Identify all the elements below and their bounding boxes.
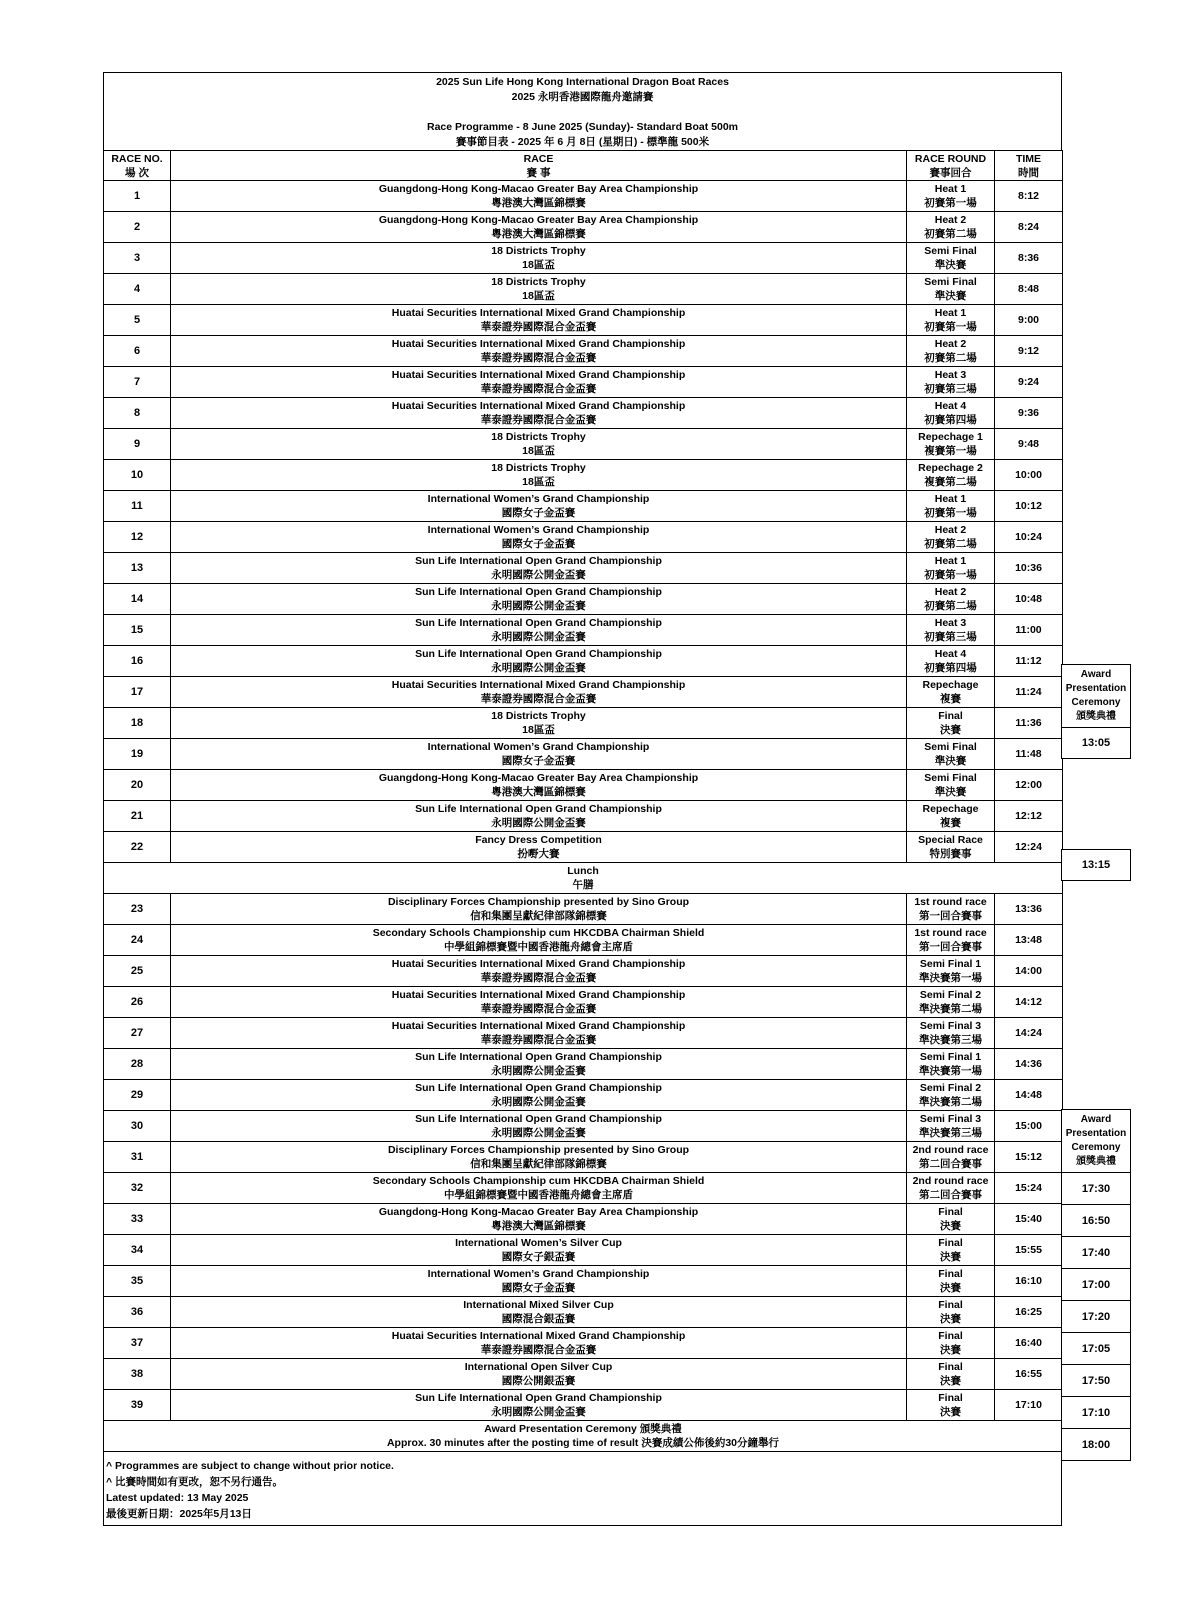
race-round: Semi Final 2 準決賽第二場 bbox=[907, 1080, 995, 1111]
table-row bbox=[104, 832, 1063, 863]
race-number: 31 bbox=[104, 1142, 171, 1173]
race-time: 12:24 bbox=[995, 832, 1063, 863]
award-label-pm: Award Presentation Ceremony 頒獎典禮 bbox=[1061, 1109, 1131, 1173]
award-time: 13:05 bbox=[1061, 727, 1131, 759]
race-time: 16:55 bbox=[995, 1359, 1063, 1390]
race-round: Heat 2 初賽第二場 bbox=[907, 336, 995, 367]
table-row bbox=[104, 1142, 1063, 1173]
table-row bbox=[104, 894, 1063, 925]
race-number: 24 bbox=[104, 925, 171, 956]
race-number: 17 bbox=[104, 677, 171, 708]
race-round: Heat 3 初賽第三場 bbox=[907, 367, 995, 398]
table-row bbox=[104, 1111, 1063, 1142]
race-time: 9:24 bbox=[995, 367, 1063, 398]
award-label-am: Award Presentation Ceremony 頒獎典禮 bbox=[1061, 664, 1131, 728]
race-time: 15:00 bbox=[995, 1111, 1063, 1142]
race-name: Sun Life International Open Grand Championship 永明國際公開金盃賽 bbox=[171, 1111, 907, 1142]
race-time: 11:00 bbox=[995, 615, 1063, 646]
race-time: 10:24 bbox=[995, 522, 1063, 553]
race-round: Special Race 特別賽事 bbox=[907, 832, 995, 863]
table-row bbox=[104, 460, 1063, 491]
table-row bbox=[104, 801, 1063, 832]
race-round: Semi Final 準決賽 bbox=[907, 739, 995, 770]
race-name: Sun Life International Open Grand Championship 永明國際公開金盃賽 bbox=[171, 1390, 907, 1421]
race-time: 16:10 bbox=[995, 1266, 1063, 1297]
race-number: 1 bbox=[104, 181, 171, 212]
award-time: 17:50 bbox=[1061, 1364, 1131, 1397]
race-time: 12:12 bbox=[995, 801, 1063, 832]
table-row bbox=[104, 1390, 1063, 1421]
table-row bbox=[104, 491, 1063, 522]
table-row bbox=[104, 677, 1063, 708]
race-round: Heat 1 初賽第一場 bbox=[907, 553, 995, 584]
race-round: 2nd round race 第二回合賽事 bbox=[907, 1173, 995, 1204]
race-round: Semi Final 準決賽 bbox=[907, 770, 995, 801]
table-row bbox=[104, 615, 1063, 646]
award-time: 13:15 bbox=[1061, 849, 1131, 881]
race-name: Guangdong-Hong Kong-Macao Greater Bay Area Championship 粵港澳大灣區錦標賽 bbox=[171, 770, 907, 801]
award-time: 17:10 bbox=[1061, 1396, 1131, 1429]
race-time: 15:12 bbox=[995, 1142, 1063, 1173]
race-name: Huatai Securities International Mixed Grand Championship 華泰證券國際混合金盃賽 bbox=[171, 677, 907, 708]
race-number: 27 bbox=[104, 1018, 171, 1049]
race-number: 39 bbox=[104, 1390, 171, 1421]
race-time: 8:48 bbox=[995, 274, 1063, 305]
table-row bbox=[104, 1235, 1063, 1266]
table-row bbox=[104, 770, 1063, 801]
table-row bbox=[104, 1173, 1063, 1204]
race-time: 10:00 bbox=[995, 460, 1063, 491]
table-row bbox=[104, 584, 1063, 615]
award-time: 18:00 bbox=[1061, 1428, 1131, 1461]
table-row bbox=[104, 181, 1063, 212]
race-name: Fancy Dress Competition 扮嘢大賽 bbox=[171, 832, 907, 863]
race-name: Sun Life International Open Grand Championship 永明國際公開金盃賽 bbox=[171, 615, 907, 646]
race-time: 8:36 bbox=[995, 243, 1063, 274]
race-name: Disciplinary Forces Championship presented by Sino Group 信和集團呈獻紀律部隊錦標賽 bbox=[171, 894, 907, 925]
race-time: 14:36 bbox=[995, 1049, 1063, 1080]
race-round: Heat 3 初賽第三場 bbox=[907, 615, 995, 646]
race-time: 9:12 bbox=[995, 336, 1063, 367]
race-time: 15:24 bbox=[995, 1173, 1063, 1204]
footnote-line: Latest updated: 13 May 2025 bbox=[106, 1492, 249, 1504]
programme-subtitle-zh: 賽事節目表 - 2025 年 6 月 8日 (星期日) - 標準龍 500米 bbox=[455, 136, 710, 148]
race-programme-sheet bbox=[103, 72, 1062, 1526]
race-name: International Women’s Grand Championship 國際女子金盃賽 bbox=[171, 491, 907, 522]
race-time: 16:25 bbox=[995, 1297, 1063, 1328]
race-name: 18 Districts Trophy 18區盃 bbox=[171, 708, 907, 739]
race-name: 18 Districts Trophy 18區盃 bbox=[171, 460, 907, 491]
race-round: Repechage 2 複賽第二場 bbox=[907, 460, 995, 491]
race-round: Semi Final 3 準決賽第三場 bbox=[907, 1111, 995, 1142]
race-round: Repechage 複賽 bbox=[907, 801, 995, 832]
race-round: Semi Final 準決賽 bbox=[907, 274, 995, 305]
award-time: 16:50 bbox=[1061, 1204, 1131, 1237]
race-name: International Women’s Silver Cup 國際女子銀盃賽 bbox=[171, 1235, 907, 1266]
race-number: 13 bbox=[104, 553, 171, 584]
footnote-line: ^ Programmes are subject to change without prior notice. bbox=[106, 1460, 394, 1472]
event-title-zh: 2025 永明香港國際龍舟邀請賽 bbox=[511, 91, 654, 103]
col-header-race-no: RACE NO. 場 次 bbox=[104, 151, 171, 181]
race-time: 12:00 bbox=[995, 770, 1063, 801]
ceremony-footer-row bbox=[104, 1421, 1063, 1452]
race-time: 10:12 bbox=[995, 491, 1063, 522]
lunch-row bbox=[104, 863, 1063, 894]
race-round: Heat 2 初賽第二場 bbox=[907, 584, 995, 615]
race-number: 35 bbox=[104, 1266, 171, 1297]
race-round: Semi Final 1 準決賽第一場 bbox=[907, 1049, 995, 1080]
award-time: 17:00 bbox=[1061, 1268, 1131, 1301]
event-title-en: 2025 Sun Life Hong Kong International Dragon Boat Races bbox=[436, 76, 729, 88]
award-time: 17:40 bbox=[1061, 1236, 1131, 1269]
race-name: Huatai Securities International Mixed Grand Championship 華泰證券國際混合金盃賽 bbox=[171, 305, 907, 336]
race-name: Huatai Securities International Mixed Grand Championship 華泰證券國際混合金盃賽 bbox=[171, 336, 907, 367]
race-number: 7 bbox=[104, 367, 171, 398]
col-header-race: RACE 賽 事 bbox=[171, 151, 907, 181]
race-time: 13:36 bbox=[995, 894, 1063, 925]
table-row bbox=[104, 987, 1063, 1018]
race-round: Heat 1 初賽第一場 bbox=[907, 181, 995, 212]
race-time: 13:48 bbox=[995, 925, 1063, 956]
race-time: 14:24 bbox=[995, 1018, 1063, 1049]
race-name: Huatai Securities International Mixed Grand Championship 華泰證券國際混合金盃賽 bbox=[171, 367, 907, 398]
race-round: 1st round race 第一回合賽事 bbox=[907, 894, 995, 925]
col-header-round: RACE ROUND 賽事回合 bbox=[907, 151, 995, 181]
race-time: 11:48 bbox=[995, 739, 1063, 770]
table-row bbox=[104, 708, 1063, 739]
race-number: 37 bbox=[104, 1328, 171, 1359]
race-number: 4 bbox=[104, 274, 171, 305]
race-round: Semi Final 準決賽 bbox=[907, 243, 995, 274]
race-round: Repechage 複賽 bbox=[907, 677, 995, 708]
race-round: Semi Final 1 準決賽第一場 bbox=[907, 956, 995, 987]
race-time: 11:36 bbox=[995, 708, 1063, 739]
programme-subtitle-en: Race Programme - 8 June 2025 (Sunday)- Standard Boat 500m bbox=[426, 121, 739, 133]
race-number: 30 bbox=[104, 1111, 171, 1142]
race-round: Heat 4 初賽第四場 bbox=[907, 646, 995, 677]
race-name: International Women’s Grand Championship 國際女子金盃賽 bbox=[171, 522, 907, 553]
race-number: 33 bbox=[104, 1204, 171, 1235]
race-name: Guangdong-Hong Kong-Macao Greater Bay Area Championship 粵港澳大灣區錦標賽 bbox=[171, 1204, 907, 1235]
race-number: 5 bbox=[104, 305, 171, 336]
table-row bbox=[104, 367, 1063, 398]
race-round: Final 決賽 bbox=[907, 1204, 995, 1235]
race-number: 21 bbox=[104, 801, 171, 832]
race-name: Sun Life International Open Grand Championship 永明國際公開金盃賽 bbox=[171, 801, 907, 832]
table-row bbox=[104, 739, 1063, 770]
race-round: Repechage 1 複賽第一場 bbox=[907, 429, 995, 460]
race-time: 11:24 bbox=[995, 677, 1063, 708]
award-time: 17:20 bbox=[1061, 1300, 1131, 1333]
race-round: Semi Final 2 準決賽第二場 bbox=[907, 987, 995, 1018]
race-name: 18 Districts Trophy 18區盃 bbox=[171, 429, 907, 460]
race-number: 8 bbox=[104, 398, 171, 429]
race-time: 15:55 bbox=[995, 1235, 1063, 1266]
race-name: International Mixed Silver Cup 國際混合銀盃賽 bbox=[171, 1297, 907, 1328]
footnotes bbox=[103, 1452, 1062, 1526]
race-number: 34 bbox=[104, 1235, 171, 1266]
race-round: Final 決賽 bbox=[907, 1266, 995, 1297]
table-row bbox=[104, 305, 1063, 336]
race-name: Sun Life International Open Grand Championship 永明國際公開金盃賽 bbox=[171, 553, 907, 584]
race-number: 16 bbox=[104, 646, 171, 677]
race-time: 17:10 bbox=[995, 1390, 1063, 1421]
race-time: 14:12 bbox=[995, 987, 1063, 1018]
race-round: Heat 2 初賽第二場 bbox=[907, 522, 995, 553]
race-time: 11:12 bbox=[995, 646, 1063, 677]
race-name: Sun Life International Open Grand Championship 永明國際公開金盃賽 bbox=[171, 584, 907, 615]
race-name: Secondary Schools Championship cum HKCDBA Chairman Shield 中學組錦標賽暨中國香港龍舟總會主席盾 bbox=[171, 1173, 907, 1204]
footnote-line: ^ 比賽時間如有更改，恕不另行通告。 bbox=[106, 1476, 284, 1488]
table-row bbox=[104, 646, 1063, 677]
race-name: Guangdong-Hong Kong-Macao Greater Bay Area Championship 粵港澳大灣區錦標賽 bbox=[171, 212, 907, 243]
race-time: 9:36 bbox=[995, 398, 1063, 429]
table-row bbox=[104, 1049, 1063, 1080]
table-row bbox=[104, 553, 1063, 584]
race-round: 2nd round race 第二回合賽事 bbox=[907, 1142, 995, 1173]
race-number: 3 bbox=[104, 243, 171, 274]
table-row bbox=[104, 429, 1063, 460]
table-row bbox=[104, 1204, 1063, 1235]
race-round: Final 決賽 bbox=[907, 1390, 995, 1421]
race-time: 8:12 bbox=[995, 181, 1063, 212]
race-name: Huatai Securities International Mixed Grand Championship 華泰證券國際混合金盃賽 bbox=[171, 987, 907, 1018]
race-round: Final 決賽 bbox=[907, 708, 995, 739]
race-number: 36 bbox=[104, 1297, 171, 1328]
race-name: International Women’s Grand Championship 國際女子金盃賽 bbox=[171, 1266, 907, 1297]
race-number: 23 bbox=[104, 894, 171, 925]
race-number: 25 bbox=[104, 956, 171, 987]
race-number: 22 bbox=[104, 832, 171, 863]
race-programme-table bbox=[103, 150, 1063, 1452]
table-row bbox=[104, 522, 1063, 553]
race-time: 10:36 bbox=[995, 553, 1063, 584]
race-name: Huatai Securities International Mixed Grand Championship 華泰證券國際混合金盃賽 bbox=[171, 398, 907, 429]
table-row bbox=[104, 1018, 1063, 1049]
race-round: Heat 1 初賽第一場 bbox=[907, 305, 995, 336]
race-name: 18 Districts Trophy 18區盃 bbox=[171, 243, 907, 274]
table-row bbox=[104, 1359, 1063, 1390]
race-number: 26 bbox=[104, 987, 171, 1018]
race-round: Semi Final 3 準決賽第三場 bbox=[907, 1018, 995, 1049]
race-name: Guangdong-Hong Kong-Macao Greater Bay Area Championship 粵港澳大灣區錦標賽 bbox=[171, 181, 907, 212]
race-name: Huatai Securities International Mixed Grand Championship 華泰證券國際混合金盃賽 bbox=[171, 956, 907, 987]
award-ceremony-note: Award Presentation Ceremony 頒獎典禮 Approx. 30 minutes after the posting time of result 決賽成績公佈後約30分鐘舉行 bbox=[104, 1421, 1063, 1452]
table-row bbox=[104, 212, 1063, 243]
table-row bbox=[104, 1266, 1063, 1297]
race-number: 38 bbox=[104, 1359, 171, 1390]
table-row bbox=[104, 956, 1063, 987]
race-time: 9:48 bbox=[995, 429, 1063, 460]
race-number: 12 bbox=[104, 522, 171, 553]
race-name: Sun Life International Open Grand Championship 永明國際公開金盃賽 bbox=[171, 1080, 907, 1111]
race-name: Disciplinary Forces Championship presented by Sino Group 信和集團呈獻紀律部隊錦標賽 bbox=[171, 1142, 907, 1173]
race-number: 19 bbox=[104, 739, 171, 770]
race-round: Final 決賽 bbox=[907, 1235, 995, 1266]
race-number: 20 bbox=[104, 770, 171, 801]
table-row bbox=[104, 243, 1063, 274]
race-time: 8:24 bbox=[995, 212, 1063, 243]
race-name: International Women’s Grand Championship 國際女子金盃賽 bbox=[171, 739, 907, 770]
table-row bbox=[104, 925, 1063, 956]
race-number: 15 bbox=[104, 615, 171, 646]
race-round: Final 決賽 bbox=[907, 1297, 995, 1328]
race-number: 6 bbox=[104, 336, 171, 367]
race-round: Heat 2 初賽第二場 bbox=[907, 212, 995, 243]
race-name: International Open Silver Cup 國際公開銀盃賽 bbox=[171, 1359, 907, 1390]
table-row bbox=[104, 336, 1063, 367]
race-number: 32 bbox=[104, 1173, 171, 1204]
race-round: Heat 4 初賽第四場 bbox=[907, 398, 995, 429]
award-time: 17:30 bbox=[1061, 1172, 1131, 1205]
race-number: 29 bbox=[104, 1080, 171, 1111]
race-name: Sun Life International Open Grand Championship 永明國際公開金盃賽 bbox=[171, 1049, 907, 1080]
race-name: 18 Districts Trophy 18區盃 bbox=[171, 274, 907, 305]
programme-header bbox=[103, 72, 1062, 150]
race-name: Secondary Schools Championship cum HKCDBA Chairman Shield 中學組錦標賽暨中國香港龍舟總會主席盾 bbox=[171, 925, 907, 956]
race-round: Heat 1 初賽第一場 bbox=[907, 491, 995, 522]
race-round: 1st round race 第一回合賽事 bbox=[907, 925, 995, 956]
race-time: 10:48 bbox=[995, 584, 1063, 615]
race-time: 9:00 bbox=[995, 305, 1063, 336]
col-header-time: TIME 時間 bbox=[995, 151, 1063, 181]
table-header-row bbox=[104, 151, 1063, 181]
race-number: 9 bbox=[104, 429, 171, 460]
race-number: 28 bbox=[104, 1049, 171, 1080]
table-row bbox=[104, 274, 1063, 305]
race-number: 10 bbox=[104, 460, 171, 491]
race-time: 14:00 bbox=[995, 956, 1063, 987]
race-number: 2 bbox=[104, 212, 171, 243]
table-row bbox=[104, 398, 1063, 429]
race-round: Final 決賽 bbox=[907, 1359, 995, 1390]
race-number: 11 bbox=[104, 491, 171, 522]
race-name: Sun Life International Open Grand Championship 永明國際公開金盃賽 bbox=[171, 646, 907, 677]
race-time: 16:40 bbox=[995, 1328, 1063, 1359]
table-row bbox=[104, 1328, 1063, 1359]
race-round: Final 決賽 bbox=[907, 1328, 995, 1359]
award-time: 17:05 bbox=[1061, 1332, 1131, 1365]
footnote-line: 最後更新日期：2025年5月13日 bbox=[106, 1508, 252, 1520]
race-number: 18 bbox=[104, 708, 171, 739]
table-row bbox=[104, 1297, 1063, 1328]
race-number: 14 bbox=[104, 584, 171, 615]
race-time: 15:40 bbox=[995, 1204, 1063, 1235]
lunch-break: Lunch 午膳 bbox=[104, 863, 1063, 894]
race-name: Huatai Securities International Mixed Grand Championship 華泰證券國際混合金盃賽 bbox=[171, 1328, 907, 1359]
race-name: Huatai Securities International Mixed Grand Championship 華泰證券國際混合金盃賽 bbox=[171, 1018, 907, 1049]
table-row bbox=[104, 1080, 1063, 1111]
race-time: 14:48 bbox=[995, 1080, 1063, 1111]
